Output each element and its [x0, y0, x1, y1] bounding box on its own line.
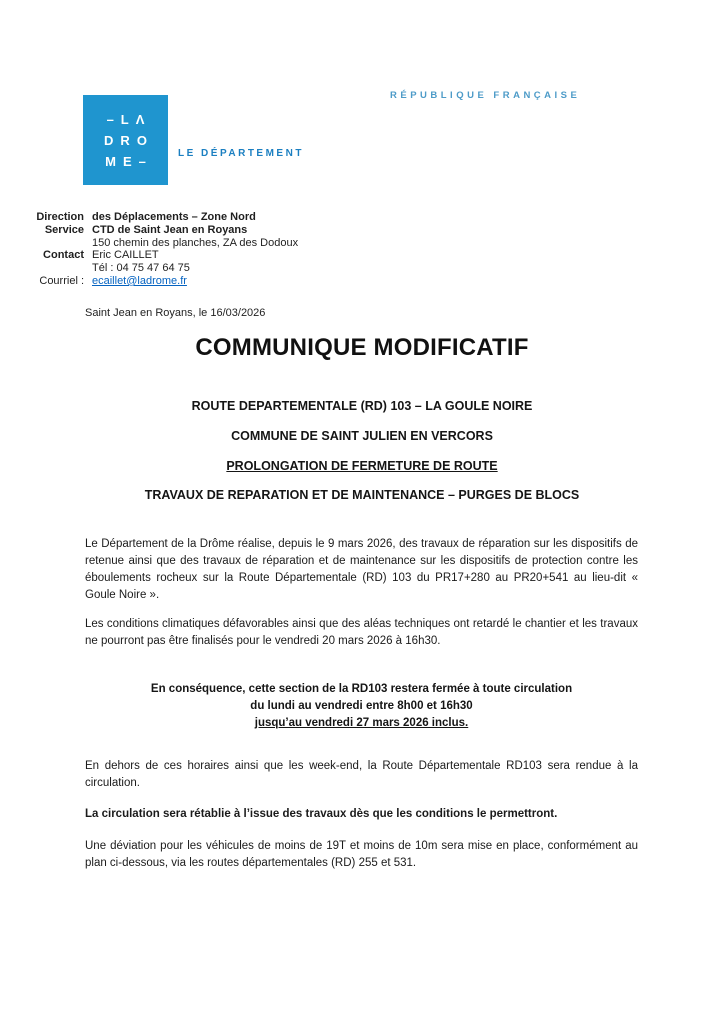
contact-label: Courriel : — [39, 274, 84, 287]
ladrome-logo-line-1: –LΛ — [106, 111, 152, 127]
contact-label: Service — [44, 223, 84, 236]
contact-label: Direction — [36, 211, 84, 223]
ladrome-logo-line-2: DRO — [104, 132, 154, 148]
email-link[interactable]: ecaillet@ladrome.fr — [92, 274, 187, 287]
contact-row-direction — [28, 211, 298, 224]
contact-row-service — [28, 224, 298, 237]
republique-francaise-label: RÉPUBLIQUE FRANÇAISE — [390, 90, 581, 101]
paragraph-retablissement: La circulation sera rétablie à l’issue des travaux dès que les conditions le permettront. — [85, 808, 558, 820]
contact-label — [28, 237, 84, 250]
subtitle-route-departementale: ROUTE DEPARTEMENTALE (RD) 103 – LA GOULE NOIRE — [191, 399, 533, 413]
paragraph-conditions-climatiques: Les conditions climatiques défavorables ainsi que des aléas techniques ont retardé le chantier et les travaux ne pourront pas être finalisés pour le vendredi 20 mars 2026 à 16h30. — [85, 618, 638, 647]
contact-value: CTD de Saint Jean en Royans — [92, 223, 248, 236]
contact-block — [28, 211, 298, 288]
contact-row-contact — [28, 249, 298, 262]
ladrome-logo — [83, 95, 168, 185]
contact-value: Tél : 04 75 47 64 75 — [92, 262, 190, 275]
notice-line-2: du lundi au vendredi entre 8h00 et 16h30 — [250, 700, 473, 712]
notice-line-1: En conséquence, cette section de la RD103 restera fermée à toute circulation — [150, 683, 573, 695]
contact-row-address — [28, 237, 298, 250]
contact-label — [28, 262, 84, 275]
page-title: COMMUNIQUE MODIFICATIF — [195, 334, 529, 361]
paragraph-hors-horaires: En dehors de ces horaires ainsi que les week-end, la Route Départementale RD103 sera rendue à la circulation. — [85, 760, 638, 789]
contact-row-phone — [28, 262, 298, 275]
notice-fermeture — [85, 681, 638, 732]
paragraph-deviation: Une déviation pour les véhicules de moins de 19T et moins de 10m sera mise en place, conformément au plan ci-dessous, via les routes départementales (RD) 255 et 531. — [85, 840, 638, 869]
subtitle-commune: COMMUNE DE SAINT JULIEN EN VERCORS — [231, 429, 493, 443]
departement-tagline: LE DÉPARTEMENT — [178, 148, 304, 159]
paragraph-travaux-description: Le Département de la Drôme réalise, depuis le 9 mars 2026, des travaux de réparation sur les dispositifs de retenue ainsi que des travaux de réparation et de maintenance sur les dispositifs de protection contre les éboulements rocheux sur la Route Départementale (RD) 103 du PR17+280 au PR20+541 au lieu-dit « Goule Noire ». — [85, 538, 638, 601]
contact-value: des Déplacements – Zone Nord — [92, 211, 256, 223]
subtitle-travaux: TRAVAUX DE REPARATION ET DE MAINTENANCE – PURGES DE BLOCS — [144, 488, 580, 502]
contact-value: 150 chemin des planches, ZA des Dodoux — [92, 236, 299, 249]
dateline: Saint Jean en Royans, le 16/03/2026 — [85, 307, 266, 319]
contact-label: Contact — [43, 249, 84, 262]
subtitle-prolongation: PROLONGATION DE FERMETURE DE ROUTE — [226, 459, 498, 473]
notice-line-3: jusqu’au vendredi 27 mars 2026 inclus. — [254, 717, 469, 729]
contact-value: Eric CAILLET — [92, 249, 159, 262]
ladrome-logo-line-3: ME– — [105, 153, 153, 169]
contact-row-email — [28, 275, 298, 288]
